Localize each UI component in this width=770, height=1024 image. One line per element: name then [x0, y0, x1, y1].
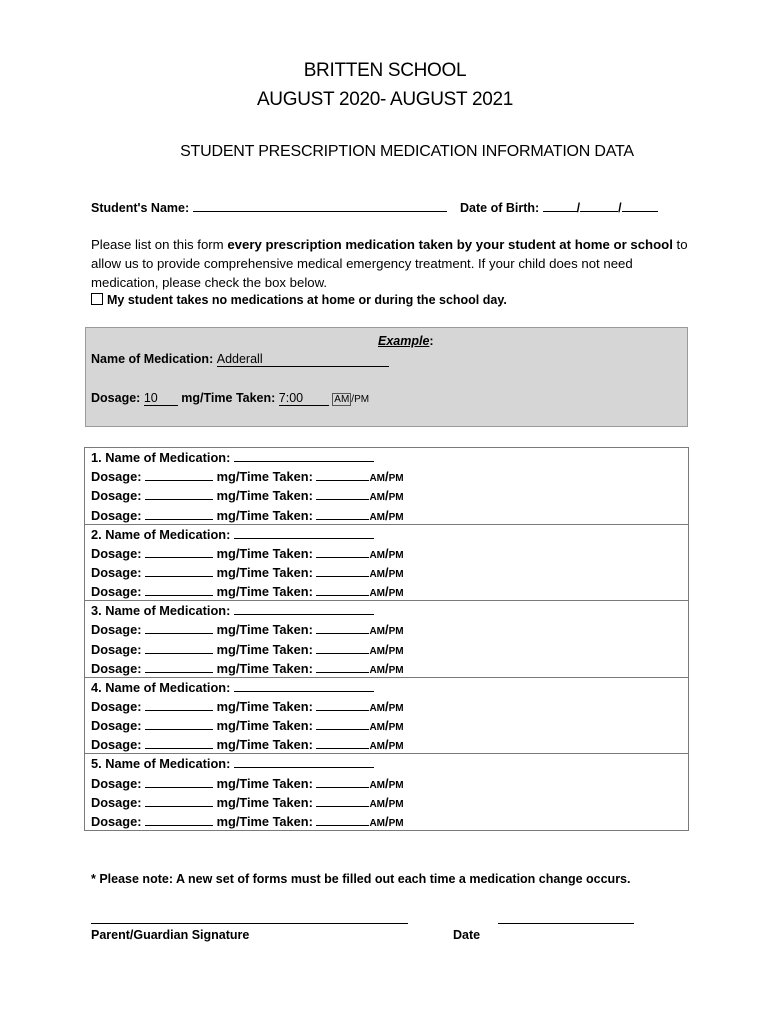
dosage-row: Dosage: mg/Time Taken: AM/PM [91, 775, 404, 791]
dosage-label: Dosage: [91, 641, 142, 657]
date-line[interactable] [498, 923, 634, 924]
example-box [85, 327, 688, 427]
dosage-field[interactable] [145, 584, 213, 596]
dosage-field[interactable] [145, 776, 213, 788]
time-field[interactable] [316, 546, 369, 558]
medication-group [85, 754, 688, 831]
am-option[interactable]: AM [369, 741, 385, 753]
dosage-label: Dosage: [91, 564, 142, 580]
medication-name-label: 1. Name of Medication: [91, 450, 231, 465]
instructions-paragraph [91, 235, 703, 292]
pm-option[interactable]: PM [388, 588, 404, 600]
pm-option[interactable]: PM [388, 568, 404, 580]
dosage-row: Dosage: mg/Time Taken: AM/PM [91, 564, 404, 580]
time-field[interactable] [316, 565, 369, 577]
medication-name-row [91, 756, 374, 771]
am-option[interactable]: AM [369, 702, 385, 714]
footer-note: * Please note: A new set of forms must be filled out each time a medication change occurs. [91, 872, 631, 886]
dosage-label: Dosage: [91, 775, 142, 791]
school-year: AUGUST 2020- AUGUST 2021 [256, 89, 514, 110]
example-name-row [91, 352, 389, 367]
dob-year-field[interactable] [622, 200, 658, 212]
time-taken-label: mg/Time Taken: [216, 718, 313, 734]
pm-option[interactable]: PM [388, 626, 404, 638]
dosage-field[interactable] [145, 814, 213, 826]
am-option[interactable]: AM [369, 645, 385, 657]
time-field[interactable] [316, 776, 369, 788]
am-option[interactable]: AM [369, 473, 385, 485]
medication-group [85, 601, 688, 678]
time-taken-label: mg/Time Taken: [216, 698, 313, 714]
time-taken-label: mg/Time Taken: [216, 813, 313, 829]
time-field[interactable] [316, 661, 369, 673]
dosage-field[interactable] [145, 488, 213, 500]
pm-option[interactable]: PM [388, 817, 404, 829]
time-field[interactable] [316, 814, 369, 826]
time-field[interactable] [316, 622, 369, 634]
dosage-label: Dosage: [91, 545, 142, 561]
time-field[interactable] [316, 699, 369, 711]
am-option[interactable]: AM [369, 798, 385, 810]
am-option[interactable]: AM [369, 722, 385, 734]
dosage-row: Dosage: mg/Time Taken: AM/PM [91, 794, 404, 810]
dosage-field[interactable] [145, 565, 213, 577]
example-name-value: Adderall [217, 352, 389, 367]
pm-option[interactable]: PM [388, 798, 404, 810]
time-field[interactable] [316, 584, 369, 596]
example-dosage-value: 10 [144, 391, 178, 406]
time-taken-label: mg/Time Taken: [216, 660, 313, 676]
medication-name-row [91, 680, 374, 695]
student-name-label: Student's Name: [91, 201, 190, 215]
no-medication-checkbox[interactable] [91, 293, 103, 305]
medication-group [85, 525, 688, 602]
am-option[interactable]: AM [369, 664, 385, 676]
instructions-text-1: Please list on this form [91, 237, 228, 252]
example-time-value: 7:00 [279, 391, 329, 406]
signature-line[interactable] [91, 923, 408, 924]
medication-group [85, 448, 688, 525]
form-title: STUDENT PRESCRIPTION MEDICATION INFORMATION DATA [180, 143, 634, 160]
time-field[interactable] [316, 795, 369, 807]
signature-label: Parent/Guardian Signature [91, 928, 250, 942]
dosage-row: Dosage: mg/Time Taken: AM/PM [91, 507, 404, 523]
dosage-label: Dosage: [91, 584, 142, 600]
pm-option[interactable]: PM [388, 722, 404, 734]
dosage-field[interactable] [145, 661, 213, 673]
dosage-label: Dosage: [91, 488, 142, 504]
dosage-row: Dosage: mg/Time Taken: AM/PM [91, 584, 404, 600]
am-option[interactable]: AM [369, 817, 385, 829]
medication-table [84, 447, 689, 831]
example-time-label: mg/Time Taken: [181, 391, 276, 405]
dosage-field[interactable] [145, 718, 213, 730]
dosage-row: Dosage: mg/Time Taken: AM/PM [91, 718, 404, 734]
time-taken-label: mg/Time Taken: [216, 507, 313, 523]
instructions-text-bold: every prescription medication taken by your student at home or school [227, 237, 673, 252]
dosage-row: Dosage: mg/Time Taken: AM/PM [91, 545, 404, 561]
pm-option[interactable]: PM [388, 645, 404, 657]
dosage-label: Dosage: [91, 507, 142, 523]
medication-name-field[interactable] [234, 603, 374, 615]
medication-name-label: 2. Name of Medication: [91, 526, 231, 542]
example-heading: Example: [378, 334, 434, 348]
no-medication-label: My student takes no medications at home or during the school day. [107, 293, 507, 307]
dosage-row: Dosage: mg/Time Taken: AM/PM [91, 622, 404, 638]
time-taken-label: mg/Time Taken: [216, 469, 313, 485]
example-am-circled: AM [334, 394, 350, 405]
time-taken-label: mg/Time Taken: [216, 545, 313, 561]
dosage-row: Dosage: mg/Time Taken: AM/PM [91, 660, 404, 676]
time-field[interactable] [316, 508, 369, 520]
dosage-field[interactable] [145, 642, 213, 654]
dosage-row: Dosage: mg/Time Taken: AM/PM [91, 813, 404, 829]
dob-month-field[interactable] [543, 200, 577, 212]
student-name-field[interactable] [193, 200, 447, 212]
dosage-field[interactable] [145, 622, 213, 634]
dosage-label: Dosage: [91, 813, 142, 829]
pm-option[interactable]: PM [388, 492, 404, 504]
time-taken-label: mg/Time Taken: [216, 564, 313, 580]
date-label: Date [453, 928, 481, 942]
dosage-field[interactable] [145, 795, 213, 807]
medication-name-label: 4. Name of Medication: [91, 679, 231, 695]
pm-option[interactable]: PM [388, 702, 404, 714]
am-option[interactable]: AM [369, 588, 385, 600]
time-field[interactable] [316, 488, 369, 500]
dob-label: Date of Birth: [460, 201, 540, 215]
time-taken-label: mg/Time Taken: [216, 622, 313, 638]
dosage-row: Dosage: mg/Time Taken: AM/PM [91, 641, 404, 657]
dosage-label: Dosage: [91, 737, 142, 753]
medication-name-row [91, 603, 374, 618]
dosage-label: Dosage: [91, 660, 142, 676]
dosage-row: Dosage: mg/Time Taken: AM/PM [91, 469, 404, 485]
pm-option[interactable]: PM [388, 664, 404, 676]
dosage-field[interactable] [145, 508, 213, 520]
time-taken-label: mg/Time Taken: [216, 641, 313, 657]
time-field[interactable] [316, 642, 369, 654]
medication-name-label: 3. Name of Medication: [91, 603, 231, 619]
dosage-label: Dosage: [91, 698, 142, 714]
pm-option[interactable]: PM [388, 741, 404, 753]
am-option[interactable]: AM [369, 549, 385, 561]
dosage-label: Dosage: [91, 469, 142, 485]
dob-row: Date of Birth: / / [460, 200, 658, 215]
time-taken-label: mg/Time Taken: [216, 794, 313, 810]
am-option[interactable]: AM [369, 492, 385, 504]
time-taken-label: mg/Time Taken: [216, 584, 313, 600]
am-option[interactable]: AM [369, 511, 385, 523]
example-pm: PM [354, 394, 370, 405]
pm-option[interactable]: PM [388, 779, 404, 791]
dosage-field[interactable] [145, 546, 213, 558]
medication-name-field[interactable] [234, 680, 374, 692]
instructions-text-2: to allow us to provide comprehensive medical emergency treatment. If your child does not need medication, please check the box below. [91, 237, 688, 290]
dosage-row: Dosage: mg/Time Taken: AM/PM [91, 698, 404, 714]
am-option[interactable]: AM [369, 626, 385, 638]
dosage-row: Dosage: mg/Time Taken: AM/PM [91, 737, 404, 753]
am-option[interactable]: AM [369, 779, 385, 791]
medication-name-field[interactable] [234, 756, 374, 768]
dosage-field[interactable] [145, 737, 213, 749]
medication-group [85, 678, 688, 755]
dob-day-field[interactable] [580, 200, 618, 212]
pm-option[interactable]: PM [388, 511, 404, 523]
medication-name-row [91, 450, 374, 465]
dosage-field[interactable] [145, 699, 213, 711]
medication-name-field[interactable] [234, 450, 374, 462]
example-dosage-label: Dosage: [91, 391, 141, 405]
example-name-label: Name of Medication: [91, 352, 214, 366]
medication-name-row [91, 527, 374, 542]
pm-option[interactable]: PM [388, 549, 404, 561]
example-dosage-row: Dosage: 10 mg/Time Taken: 7:00 AM /PM [91, 391, 370, 405]
dosage-label: Dosage: [91, 718, 142, 734]
am-option[interactable]: AM [369, 568, 385, 580]
time-taken-label: mg/Time Taken: [216, 775, 313, 791]
medication-name-label: 5. Name of Medication: [91, 756, 231, 772]
medication-name-field[interactable] [234, 527, 374, 539]
dosage-field[interactable] [145, 469, 213, 481]
dosage-row: Dosage: mg/Time Taken: AM/PM [91, 488, 404, 504]
no-medication-row [91, 293, 507, 307]
dosage-label: Dosage: [91, 794, 142, 810]
time-taken-label: mg/Time Taken: [216, 737, 313, 753]
dosage-label: Dosage: [91, 622, 142, 638]
time-field[interactable] [316, 718, 369, 730]
time-taken-label: mg/Time Taken: [216, 488, 313, 504]
time-field[interactable] [316, 469, 369, 481]
school-name: BRITTEN SCHOOL [303, 60, 467, 81]
time-field[interactable] [316, 737, 369, 749]
student-name-row [91, 200, 447, 215]
pm-option[interactable]: PM [388, 473, 404, 485]
